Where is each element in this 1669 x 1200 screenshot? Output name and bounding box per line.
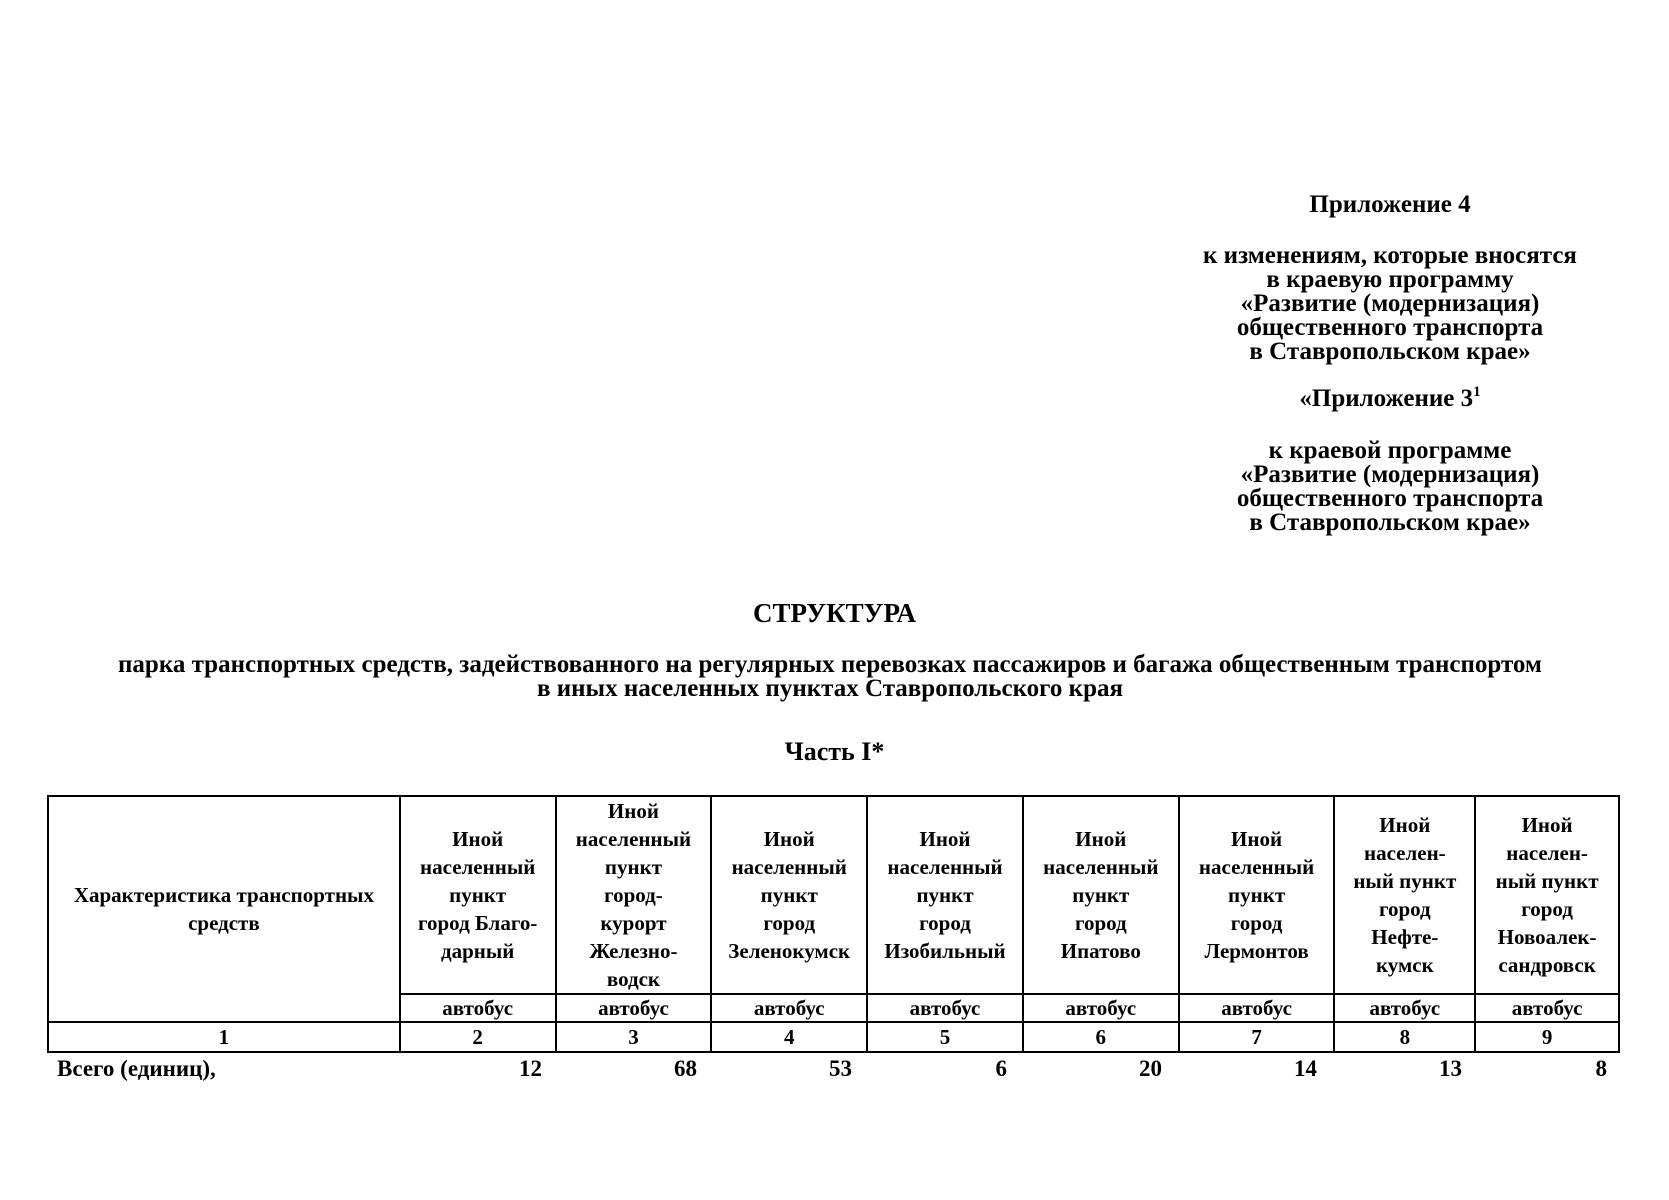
annex2-title-main: «Приложение 3 [1299, 385, 1474, 412]
column-number-cell: 9 [1475, 1022, 1619, 1052]
total-value: 12 [519, 1056, 542, 1081]
document-title: СТРУКТУРА [752, 598, 917, 628]
header-line: населенный [420, 855, 536, 879]
vehicle-type-cell: автобус [867, 994, 1023, 1022]
column-number-cell: 5 [867, 1022, 1023, 1052]
document-subtitle-line: в иных населенных пунктах Ставропольского края [537, 675, 1123, 702]
vehicle-type-cell: автобус [400, 994, 556, 1022]
header-line: Железно- [589, 939, 678, 963]
annex-title [1160, 193, 1620, 217]
annex-line: общественного транспорта [1236, 314, 1544, 341]
column-number-cell: 6 [1023, 1022, 1179, 1052]
header-line: дарный [440, 939, 515, 963]
table-header-row [48, 796, 1619, 994]
annex2-line: «Развитие (модернизация) [1240, 461, 1540, 488]
table-number-row [48, 1022, 1619, 1052]
header-line: ный пункт [1353, 869, 1457, 893]
header-line: кумск [1375, 953, 1434, 977]
header-line: Лермонтов [1204, 939, 1309, 963]
header-line: Иной [1231, 827, 1283, 851]
annex-line: в Ставропольском крае» [1249, 338, 1531, 365]
vehicle-type-cell: автобус [711, 994, 867, 1022]
annex2-line: к краевой программе [1268, 437, 1512, 464]
header-line: город [763, 911, 816, 935]
header-line: пункт [1228, 883, 1286, 907]
header-cell-characteristic: Характеристика транспортных средств [48, 796, 400, 1022]
structure-table [47, 795, 1620, 1053]
header-line: населенный [1043, 855, 1159, 879]
column-number-cell: 2 [400, 1022, 556, 1052]
header-line: Новоалек- [1497, 925, 1597, 949]
total-value: 68 [674, 1056, 697, 1081]
total-value: 20 [1139, 1056, 1162, 1081]
header-line: пункт [1072, 883, 1130, 907]
header-line: город Благо- [417, 911, 538, 935]
total-value: 8 [1595, 1056, 1607, 1081]
header-line: пункт [604, 855, 663, 879]
header-cell-location [711, 796, 867, 994]
vehicle-type-cell: автобус [1334, 994, 1475, 1022]
header-cell-location [867, 796, 1023, 994]
header-cell-location [400, 796, 556, 994]
annex-title-text: Приложение 4 [1309, 191, 1471, 218]
header-line: город- [604, 883, 663, 907]
header-line: сандровск [1498, 953, 1596, 977]
header-line: курорт [600, 911, 667, 935]
header-line: населен- [1506, 841, 1588, 865]
header-line: ный пункт [1495, 869, 1599, 893]
header-line: город [919, 911, 971, 935]
annex2-title-sup: 1 [1473, 384, 1481, 400]
header-line: Иной [452, 827, 504, 851]
header-line: Изобильный [884, 939, 1006, 963]
part-title: Часть I* [784, 737, 885, 766]
total-value: 14 [1294, 1056, 1317, 1081]
annex-line: «Развитие (модернизация) [1240, 290, 1540, 317]
column-number-cell: 7 [1179, 1022, 1335, 1052]
header-line: населенный [887, 855, 1003, 879]
header-cell-location [1023, 796, 1179, 994]
header-line: населенный [1198, 855, 1315, 879]
header-cell-location [1334, 796, 1475, 994]
annex2-title-text [1160, 384, 1620, 412]
header-line: Иной [1379, 813, 1431, 837]
column-number-cell: 8 [1334, 1022, 1475, 1052]
total-label: Всего (единиц), [57, 1056, 216, 1081]
total-value: 6 [995, 1056, 1007, 1081]
vehicle-type-cell: автобус [1023, 994, 1179, 1022]
header-line: город [1074, 911, 1127, 935]
total-value: 53 [829, 1056, 852, 1081]
header-line: Иной [1075, 827, 1127, 851]
header-line: Иной [1521, 813, 1573, 837]
column-number-cell: 4 [711, 1022, 867, 1052]
annex2-line: общественного транспорта [1236, 485, 1544, 512]
annex2-text [1160, 439, 1620, 535]
header-line: Иной [919, 827, 971, 851]
column-number-cell: 3 [556, 1022, 712, 1052]
header-line: Иной [763, 827, 815, 851]
header-line: водск [606, 967, 661, 991]
header-line: Иной [607, 799, 659, 823]
total-row [47, 1054, 1620, 1084]
vehicle-type-cell: автобус [556, 994, 712, 1022]
header-line: населенный [575, 827, 692, 851]
header-line: пункт [760, 883, 818, 907]
document-subtitle [60, 653, 1600, 701]
vehicle-type-cell: автобус [1475, 994, 1619, 1022]
header-line: населен- [1363, 841, 1446, 865]
header-cell-location [1179, 796, 1335, 994]
total-value: 13 [1439, 1056, 1462, 1081]
header-line: город [1378, 897, 1431, 921]
annex2-line: в Ставропольском крае» [1249, 509, 1531, 536]
header-line: населенный [731, 855, 847, 879]
column-number-cell: 1 [48, 1022, 400, 1052]
document-subtitle-line: парка транспортных средств, задействованного на регулярных перевозках пассажиров и багажа общественным транспортом [118, 651, 1542, 678]
header-line: город [1521, 897, 1573, 921]
annex-text [1160, 244, 1620, 364]
annex2-title [1160, 384, 1620, 412]
annex-line: к изменениям, которые вносятся [1203, 242, 1577, 269]
vehicle-type-cell: автобус [1179, 994, 1335, 1022]
header-line: Нефте- [1371, 925, 1439, 949]
header-cell-location [1475, 796, 1619, 994]
header-line: город [1230, 911, 1283, 935]
header-line: пункт [449, 883, 507, 907]
header-line: Ипатово [1060, 939, 1141, 963]
header-line: Зеленокумск [728, 939, 851, 963]
header-cell-location [556, 796, 712, 994]
header-line: пункт [916, 883, 974, 907]
annex-line: в краевую программу [1266, 266, 1514, 293]
